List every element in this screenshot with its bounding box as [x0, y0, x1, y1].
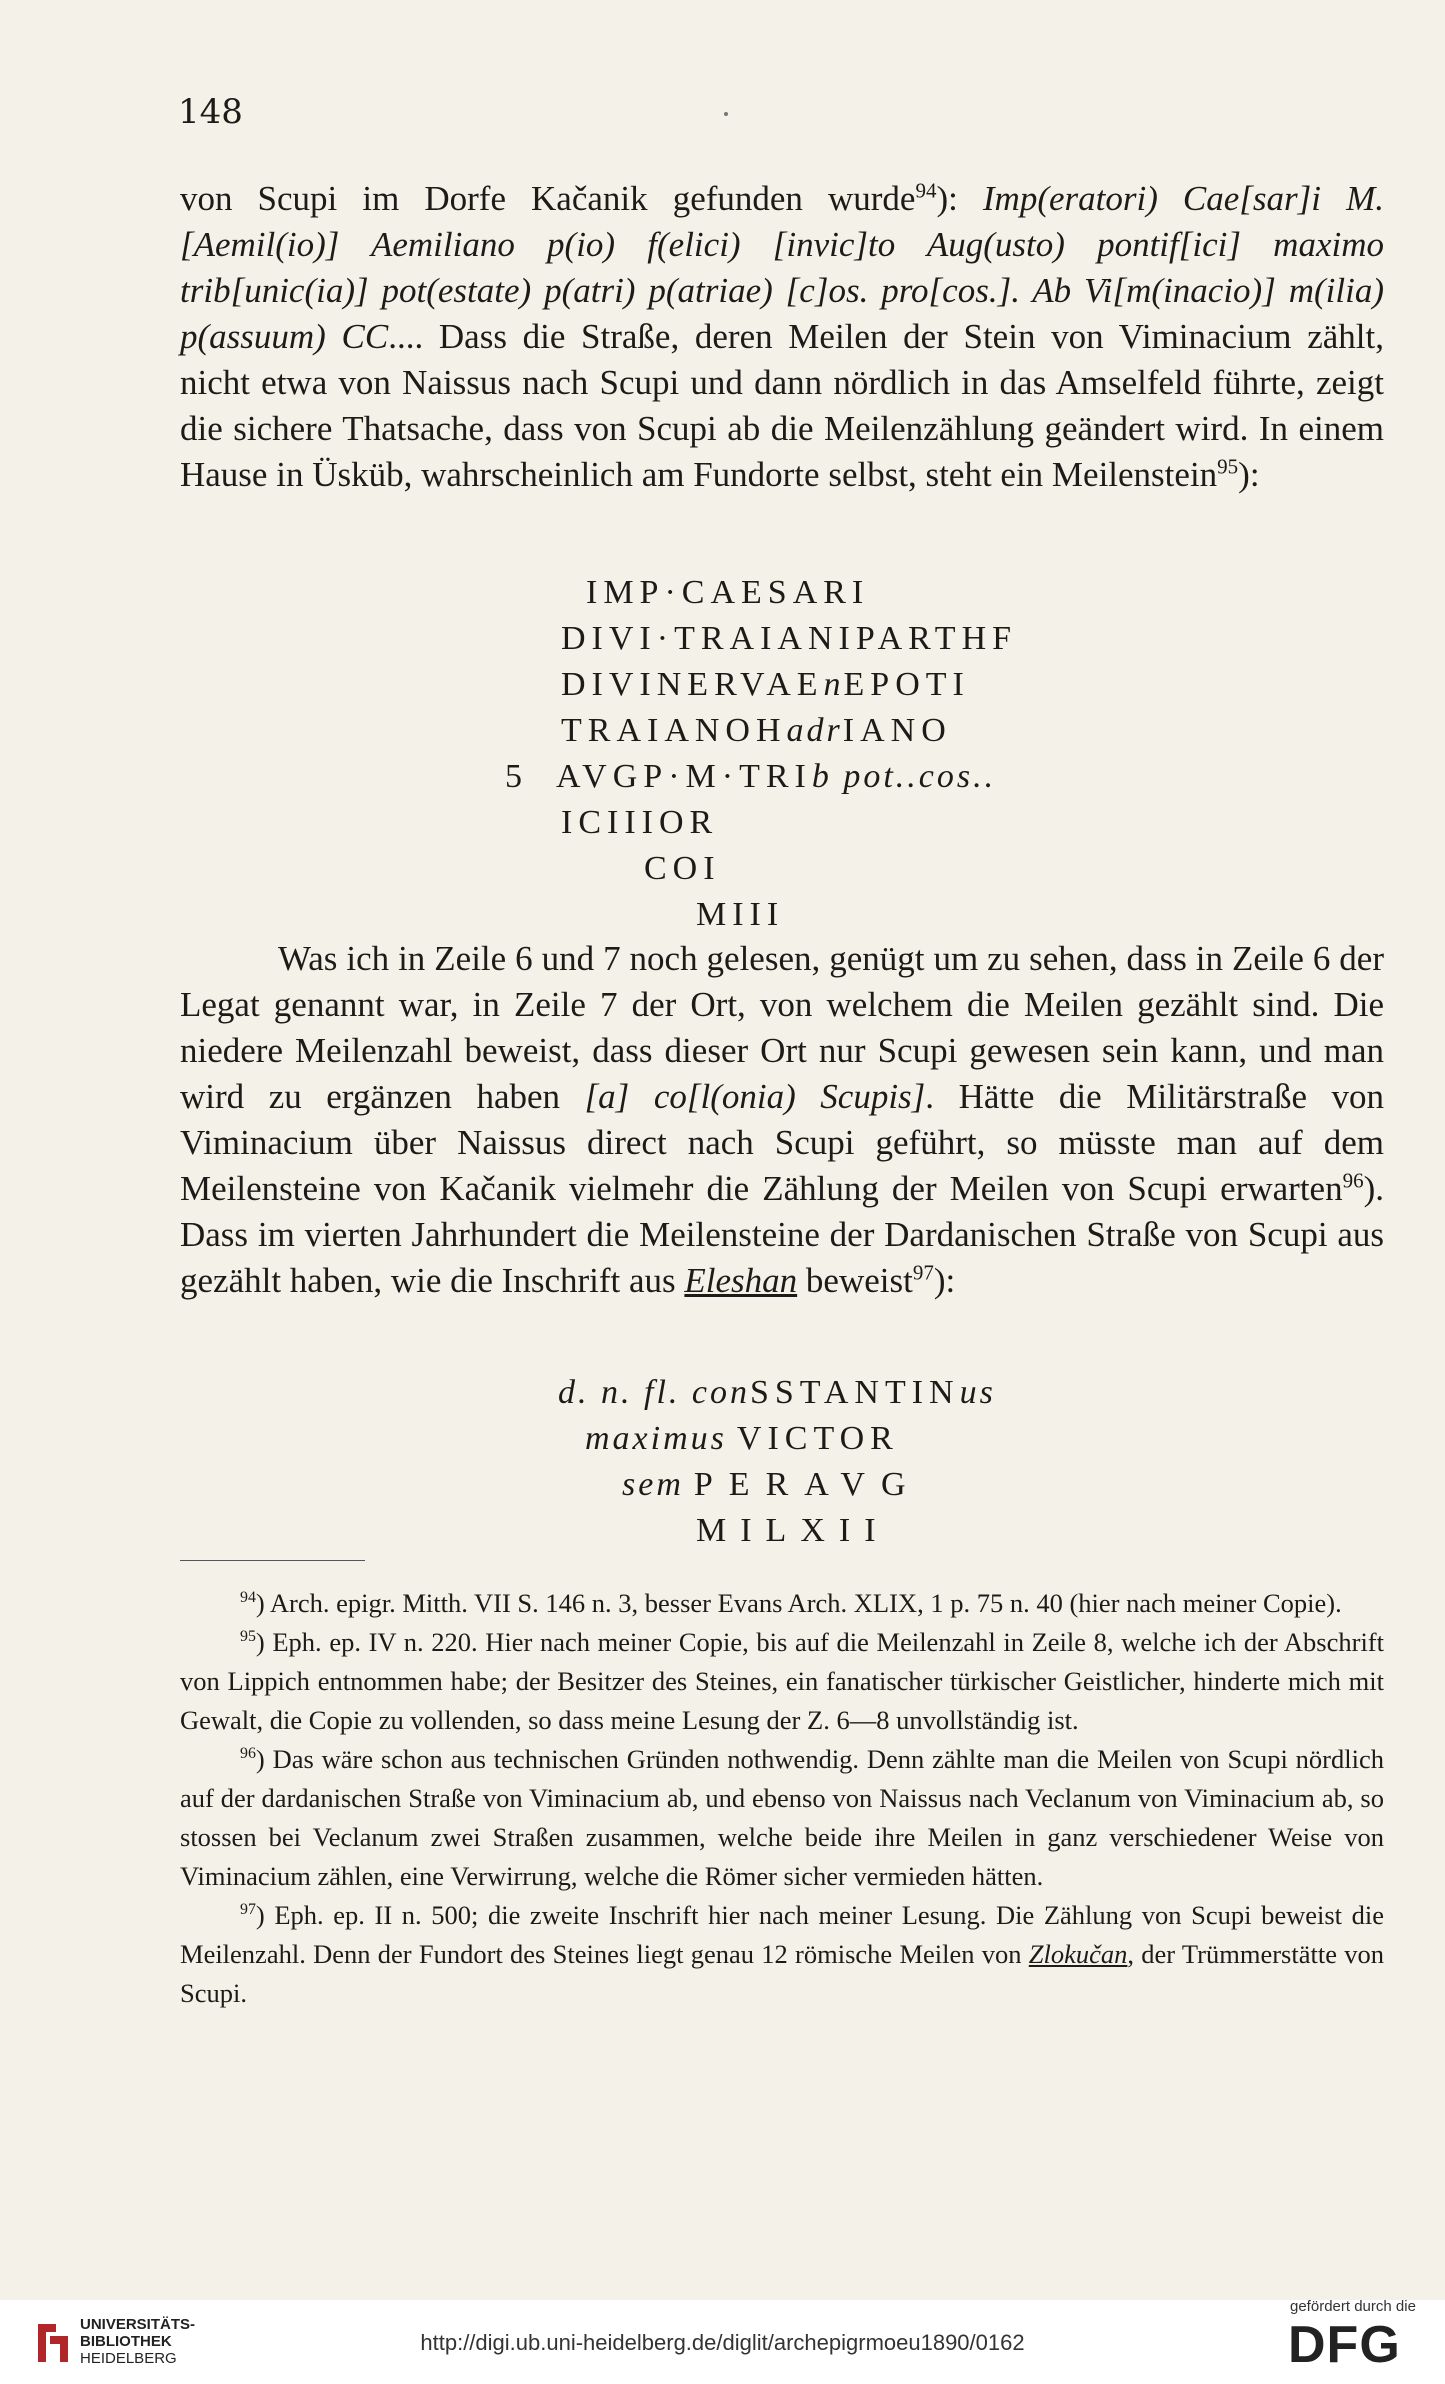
footnote-96: [180, 1740, 1384, 1896]
footnote-ref-94[interactable]: 94: [915, 178, 937, 203]
inscription-text: ICIIIOR: [561, 804, 719, 841]
footnote-number: 95: [240, 1628, 256, 1646]
funded-by-label: gefördert durch die: [1290, 2298, 1416, 2315]
inscription-1-line-7: [644, 850, 721, 888]
footnote-ref-96[interactable]: 96: [1342, 1168, 1364, 1193]
permalink-url[interactable]: http://digi.ub.uni-heidelberg.de/diglit/archepigrmoeu1890/0162: [420, 2330, 1025, 2355]
footnote-number: 94: [240, 1589, 256, 1607]
scan-speck: [724, 112, 728, 116]
inscription-1-line-2: [561, 620, 1017, 658]
footnote-94: [180, 1584, 1384, 1623]
inscription-supplement: b pot..cos..: [811, 758, 997, 795]
inscription-2-line-2: [585, 1420, 899, 1458]
dfg-logo: DFG: [1288, 2316, 1401, 2374]
inscription-1-line-1: [586, 574, 869, 612]
inscription-supplement: d. n. fl. con: [558, 1374, 750, 1411]
footnote-95: [180, 1623, 1384, 1740]
inscription-text: TRAIANOH: [561, 712, 787, 749]
text: Was ich in Zeile 6 und 7 noch gelesen, genügt um zu sehen, dass in Zeile 6 der Legat genannt war, in Zeile 7 der Ort, von welchem die Meilen gezählt sind. Die niedere Meilenzahl beweist, dass dieser Ort nur Scupi gewesen sein kann, und man wird zu ergänzen haben: [180, 939, 1384, 1116]
text: ). Dass im vierten Jahrhundert die Meilensteine der Dardanischen Straße von Scupi aus gezählt haben, wie die Inschrift aus: [180, 1169, 1384, 1300]
library-name-line: BIBLIOTHEK: [80, 2333, 172, 2350]
inscription-text: DIVINERVAE: [561, 666, 824, 703]
paragraph-2: [180, 936, 1384, 1304]
inscription-1-line-5: [505, 758, 996, 796]
footnote-ref-97[interactable]: 97: [912, 1260, 934, 1285]
inscription-1-line-3: [561, 666, 970, 704]
inscription-text: MIII: [696, 896, 785, 933]
inscription-1-line-8: [696, 896, 784, 934]
footnote-text: ) Das wäre schon aus technischen Gründen nothwendig. Denn zählte man die Meilen von Scupi nördlich auf der dardanischen Straße von Viminacium ab, und ebenso von Naissus nach Veclanum von Viminacium ab, so stossen bei Veclanum zwei Straßen zusammen, welche beide ihre Meilen in ganz verschiedener Weise von Viminacium zählen, eine Verwirrung, welche die Römer sicher vermieden hätten.: [180, 1744, 1384, 1891]
footnote-number: 96: [240, 1745, 256, 1763]
text: . Hätte die Militärstraße von Viminacium über Naissus direct nach Scupi geführt, so müsste man auf dem Meilensteine von Kačanik vielmehr die Zählung der Meilen von Scupi erwarten: [180, 1077, 1385, 1208]
text: .... Dass die Straße, deren Meilen der Stein von Viminacium zählt, nicht etwa von Naissus nach Scupi und dann nördlich in das Amselfeld führte, zeigt die sichere Thatsache, dass von Scupi ab die Meilenzählung geändert wird. In einem Hause in Üsküb, wahrscheinlich am Fundorte selbst, steht ein Meilenstein: [180, 317, 1384, 494]
inscription-text: MILXII: [696, 1512, 890, 1549]
inscription-text: AVGP·M·TRI: [556, 758, 812, 795]
text: von Scupi im Dorfe Kačanik gefunden wurde: [180, 179, 916, 218]
italic-place-name: Zlokučan: [1028, 1939, 1128, 1969]
italic-text: [a] co[l(onia) Scupis]: [584, 1077, 926, 1116]
text: ):: [936, 179, 983, 218]
text: ):: [1238, 455, 1260, 494]
footnote-number: 97: [240, 1901, 256, 1919]
footnote-text: , der Trümmerstätte von Scupi.: [180, 1939, 1384, 2008]
footnote-text: ) Arch. epigr. Mitth. VII S. 146 n. 3, besser Evans Arch. XLIX, 1 p. 75 n. 40 (hier nach meiner Copie).: [255, 1588, 1342, 1618]
inscription-supplement: us: [959, 1374, 996, 1411]
footnotes: [180, 1584, 1384, 2013]
inscription-1-line-4: [561, 712, 952, 750]
inscription-2-line-1: [558, 1374, 996, 1412]
inscription-supplement: n: [823, 666, 844, 703]
text: ):: [933, 1261, 956, 1300]
footnote-text: ) Eph. ep. II n. 500; die zweite Inschrift hier nach meiner Lesung. Die Zählung von Scupi beweist die Meilenzahl. Denn der Fundort des Steines liegt genau 12 römische Meilen von: [180, 1900, 1384, 1969]
paragraph-1: [180, 176, 1384, 498]
inscription-supplement: maximus: [585, 1420, 727, 1457]
italic-text: Imp(eratori) Cae[sar]i M. [Aemil(io)] Aemiliano p(io) f(elici) [invic]to Aug(usto) pontif[ici] maximo trib[unic(ia)] pot(estate) p(atri) p(atriae) [c]os. pro[cos.]. Ab Vi[m(inacio)] m(ilia) p(assuum) CC: [180, 179, 1384, 356]
library-name-line: HEIDELBERG: [80, 2350, 177, 2367]
inscription-2-line-4: [696, 1512, 890, 1550]
text: beweist: [797, 1261, 913, 1300]
inscription-text: COI: [644, 850, 721, 887]
italic-place-name: Eleshan: [684, 1261, 798, 1300]
inscription-text: SSTANTIN: [749, 1374, 960, 1411]
line-number: 5: [505, 758, 528, 795]
inscription-2-line-3: [622, 1466, 922, 1504]
inscription-text: VICTOR: [736, 1420, 899, 1457]
footnote-97: [180, 1896, 1384, 2013]
inscription-supplement: adr: [786, 712, 843, 749]
inscription-1-line-6: [561, 804, 718, 842]
footnote-divider: [180, 1560, 365, 1561]
inscription-text: PERAVG: [693, 1466, 922, 1503]
library-name-line: UNIVERSITÄTS-: [80, 2316, 196, 2333]
page-number: 148: [178, 92, 243, 132]
footnote-ref-95[interactable]: 95: [1217, 454, 1239, 479]
inscription-text: EPOTI: [843, 666, 970, 703]
footnote-text: ) Eph. ep. IV n. 220. Hier nach meiner Copie, bis auf die Meilenzahl in Zeile 8, welche ich der Abschrift von Lippich entnommen habe; der Besitzer des Steines, ein fanatischer türkischer Geistlicher, hinderte mich mit Gewalt, die Copie zu vollenden, so dass meine Lesung der Z. 6—8 unvollständig ist.: [180, 1627, 1384, 1735]
inscription-text: DIVI·TRAIANIPARTHF: [561, 620, 1018, 657]
inscription-text: IMP·CAESARI: [586, 574, 870, 611]
inscription-text: IANO: [842, 712, 952, 749]
inscription-supplement: sem: [622, 1466, 684, 1503]
